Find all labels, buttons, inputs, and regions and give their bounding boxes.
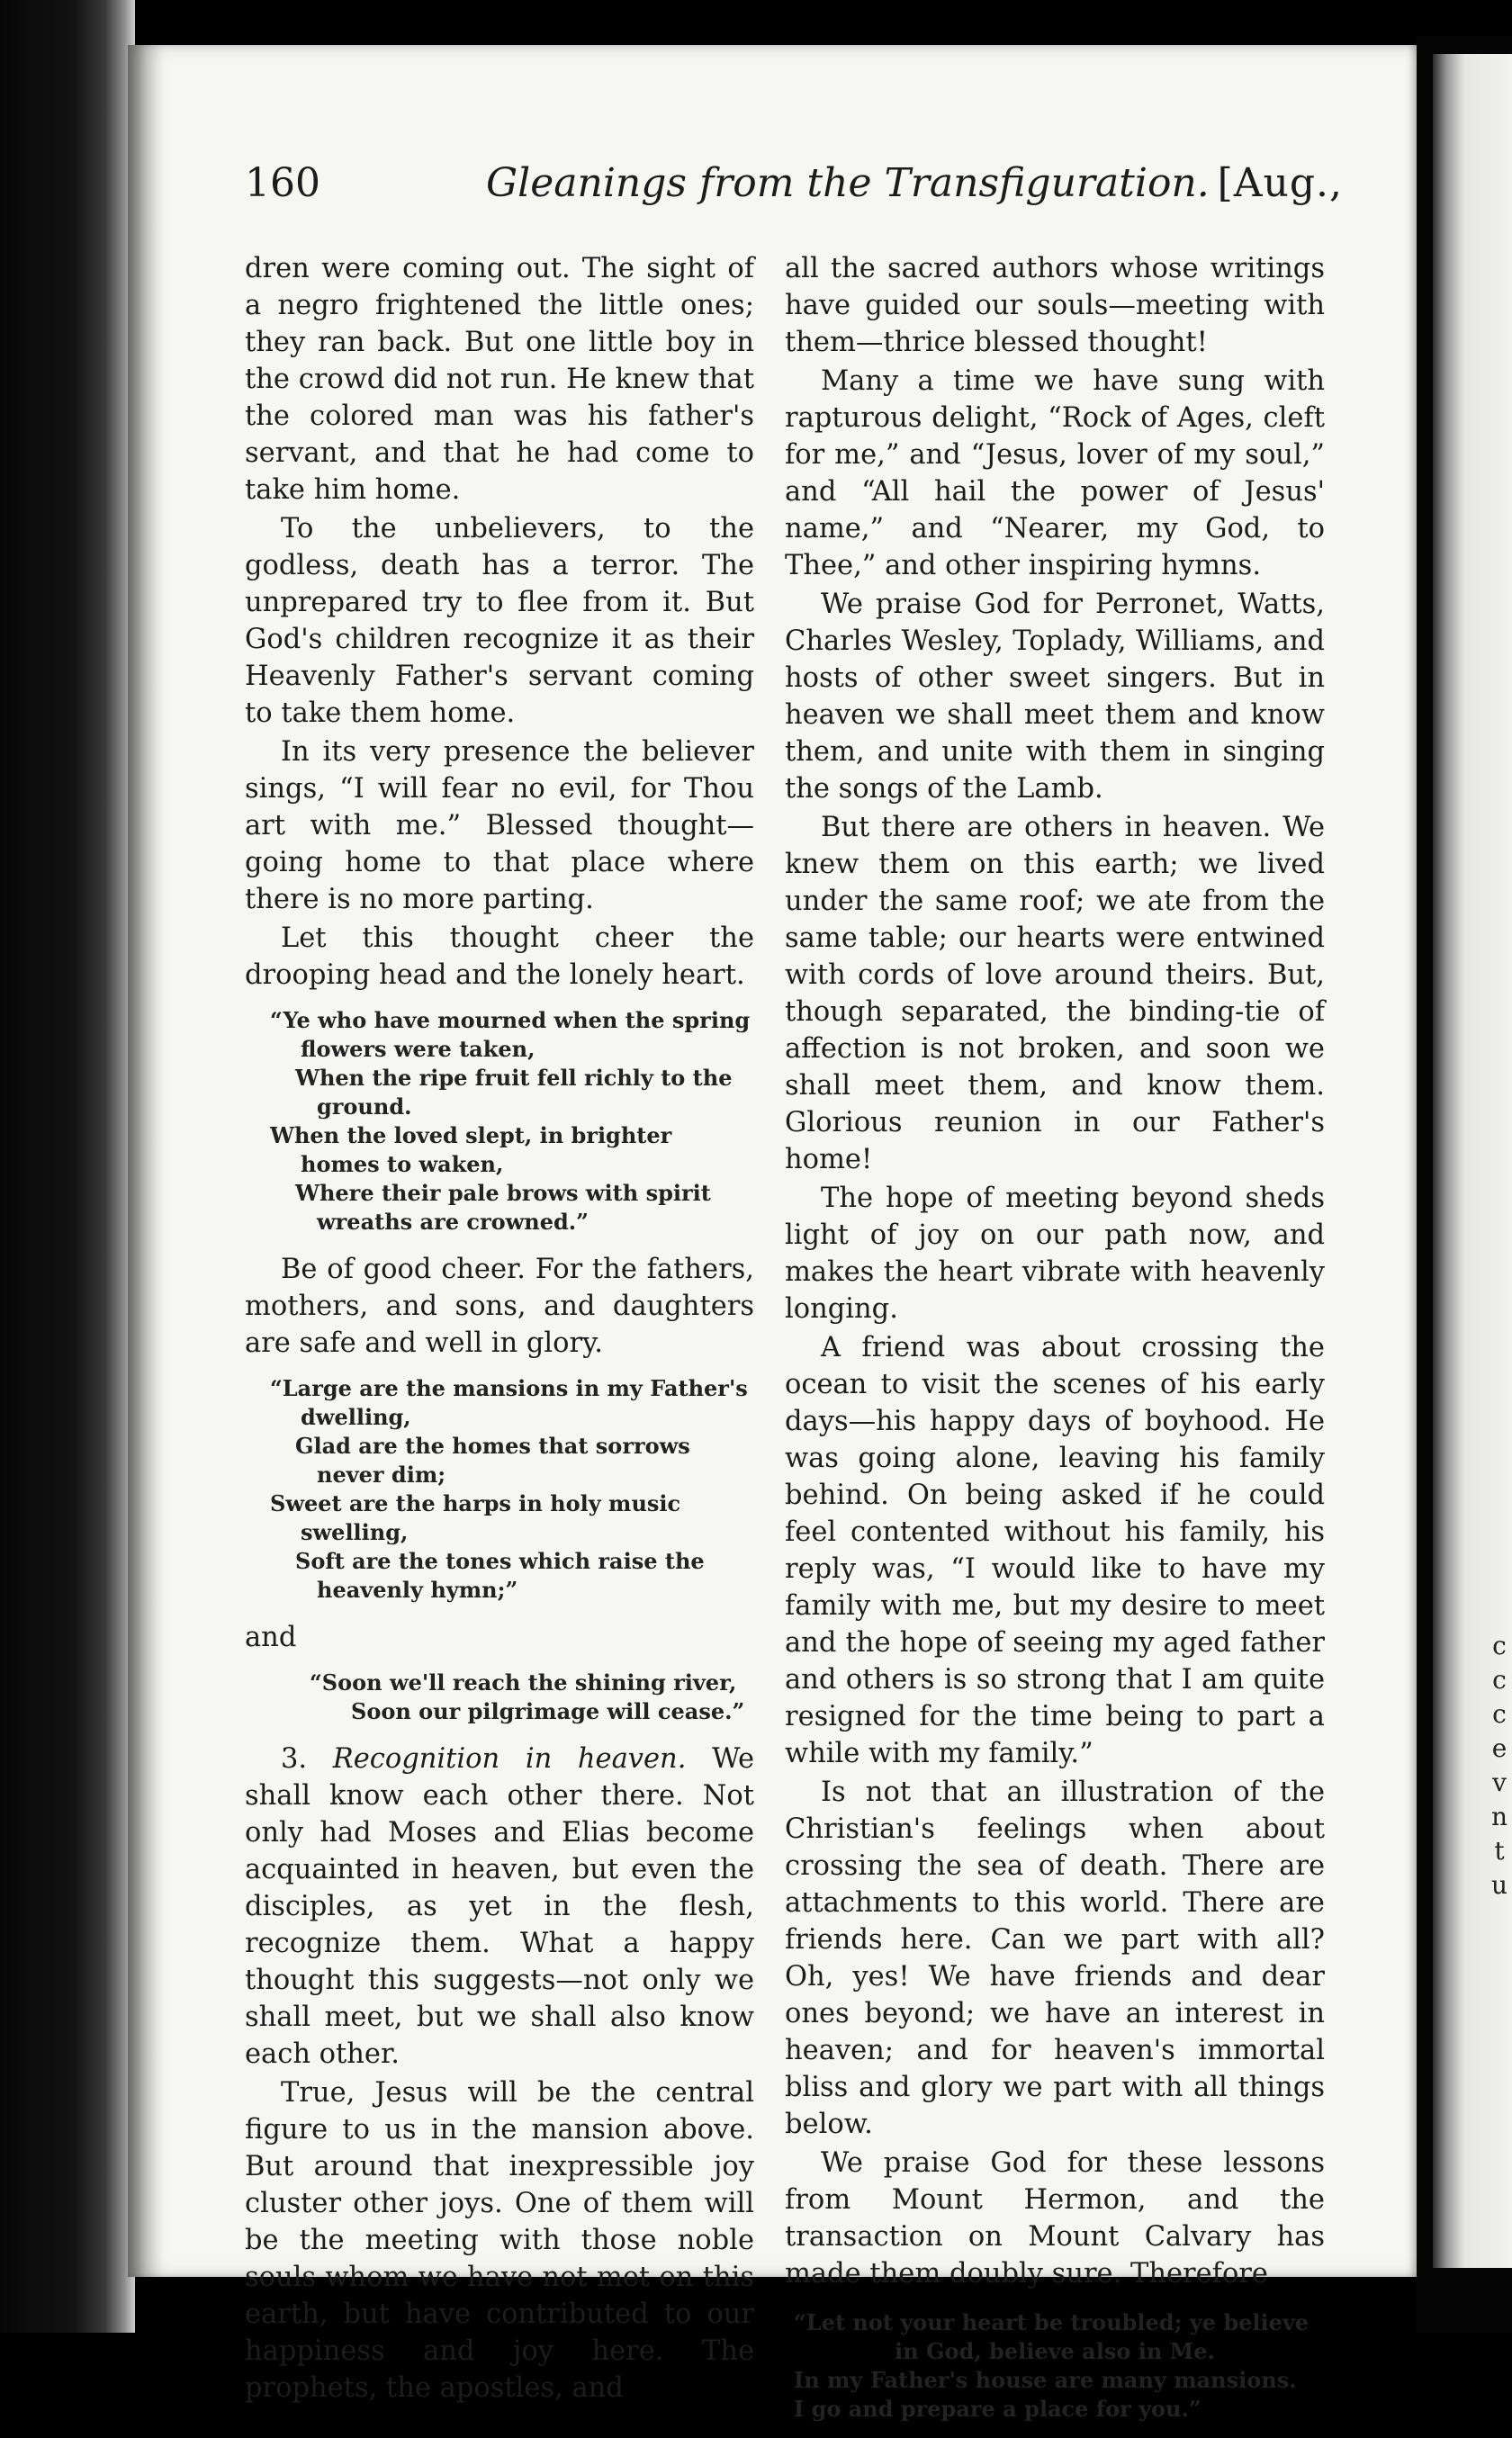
verse-line: “Ye who have mourned when the spring flowers were taken, [270, 1007, 751, 1062]
verse-line: Soon our pilgrimage will cease.” [351, 1698, 745, 1724]
adjacent-page-edge [1433, 54, 1512, 2268]
verse-line: “Soon we'll reach the shining river, [310, 1669, 737, 1696]
verse-quote [785, 2308, 1325, 2424]
section-text: We shall know each other there. Not only had Moses and Elias become acquainted in heaven, but even the disciples, as yet in the flesh, recognize them. What a happy thought this suggests—not only we shall meet, but we shall also know each other. [245, 1743, 754, 2070]
scan-left-edge [0, 0, 135, 2333]
adjacent-letter: c [1492, 1631, 1507, 1660]
section-heading: Recognition in heaven. [332, 1743, 687, 1775]
gutter-shadow [128, 45, 164, 2277]
paragraph: To the unbelievers, to the godless, death has a terror. The unprepared try to flee from it. But God's children recognize it as their Heavenly Father's servant coming to take them home. [245, 513, 754, 729]
adjacent-letter: u [1490, 1870, 1508, 1900]
paragraph: dren were coming out. The sight of a negro frightened the little ones; they ran back. But one little boy in the crowd did not run. He knew that the colored man was his father's servant, and that he had come to take him home. [245, 253, 754, 506]
paragraph: all the sacred authors whose writings have guided our souls—meeting with them—thrice blessed thought! [785, 253, 1325, 358]
adjacent-letter: e [1491, 1733, 1508, 1763]
page-number: 160 [245, 160, 320, 206]
verse-line: in God, believe also in Me. [895, 2338, 1215, 2364]
paragraph: A friend was about crossing the ocean to visit the scenes of his early days—his happy days of boyhood. He was going alone, leaving his family behind. On being asked if he could feel contented without his family, his reply was, “I would like to have my family with me, but my desire to meet and the hope of seeing my aged father and others is so strong that I am quite resigned for the time being to part a while with my family.” [785, 1332, 1325, 1769]
verse-line: When the loved slept, in brighter homes to waken, [270, 1122, 672, 1177]
adjacent-letter: n [1490, 1802, 1508, 1831]
adjacent-letter: c [1492, 1665, 1507, 1695]
paragraph: We praise God for these lessons from Mount Hermon, and the transaction on Mount Calvary has made them doubly sure. Therefore [785, 2147, 1325, 2290]
month-marker: [Aug., [1217, 160, 1343, 206]
paragraph: True, Jesus will be the central figure to us in the mansion above. But around that inexpressible joy cluster other joys. One of them will be the meeting with those noble souls whom we have not met on this earth, but have contributed to our happiness and joy here. The prophets, the apostles, and [245, 2077, 754, 2404]
adjacent-letter: t [1494, 1836, 1505, 1866]
running-header [245, 160, 1343, 223]
paragraph: In its very presence the believer sings, “I will fear no evil, for Thou art with me.” Blessed thought—going home to that place where there is no more parting. [245, 736, 754, 915]
paragraph: But there are others in heaven. We knew them on this earth; we lived under the same roof; we ate from the same table; our hearts were entwined with cords of love around theirs. But, though separated, the binding-tie of affection is not broken, and soon we shall meet them, and know them. Glorious reunion in our Father's home! [785, 812, 1325, 1175]
section-paragraph [245, 1741, 754, 2073]
section-number: 3. [281, 1743, 308, 1775]
paragraph: We praise God for Perronet, Watts, Charles Wesley, Toplady, Williams, and hosts of other sweet singers. But in heaven we shall meet them and know them, and unite with them in singing the songs of the Lamb. [785, 589, 1325, 805]
paragraph: Is not that an illustration of the Christian's feelings when about crossing the sea of death. There are attachments to this world. There are friends here. Can we part with all? Oh, yes! We have friends and dear ones beyond; we have an interest in heaven; and for heaven's immortal bliss and glory we part with all things below. [785, 1777, 1325, 2140]
verse-line: Sweet are the harps in holy music swelling, [270, 1490, 681, 1545]
adjacent-page-letters [1487, 1629, 1512, 1903]
adjacent-letter: v [1492, 1768, 1507, 1797]
paragraph: Many a time we have sung with rapturous delight, “Rock of Ages, cleft for me,” and “Jesus, lover of my soul,” and “All hail the power of Jesus' name,” and “Nearer, my God, to Thee,” and other inspiring hymns. [785, 365, 1325, 581]
verse-line: Where their pale brows with spirit wreaths are crowned.” [295, 1180, 711, 1235]
paragraph: Be of good cheer. For the fathers, mothers, and sons, and daughters are safe and well in glory. [245, 1254, 754, 1359]
paragraph: Let this thought cheer the drooping head and the lonely heart. [245, 922, 754, 991]
verse-quote [245, 1006, 754, 1237]
right-column [785, 250, 1325, 2438]
running-title: Gleanings from the Transfiguration. [486, 160, 1210, 206]
verse-line: I go and prepare a place for you.” [794, 2396, 1202, 2422]
verse-line: “Let not your heart be troubled; ye believe [794, 2309, 1310, 2335]
verse-line: Soft are the tones which raise the heavenly hymn;” [295, 1548, 705, 1603]
verse-line: When the ripe fruit fell richly to the ground. [295, 1065, 733, 1120]
verse-line: “Large are the mansions in my Father's dwelling, [270, 1375, 748, 1430]
left-column [245, 250, 754, 2407]
verse-quote [245, 1669, 754, 1726]
verse-quote [245, 1374, 754, 1605]
paragraph: The hope of meeting beyond sheds light of joy on our path now, and makes the heart vibrate with heavenly longing. [785, 1183, 1325, 1325]
connector-word: and [245, 1622, 297, 1653]
verse-line: In my Father's house are many mansions. [794, 2367, 1297, 2393]
adjacent-letter: c [1492, 1699, 1507, 1729]
verse-line: Glad are the homes that sorrows never dim; [295, 1433, 690, 1488]
